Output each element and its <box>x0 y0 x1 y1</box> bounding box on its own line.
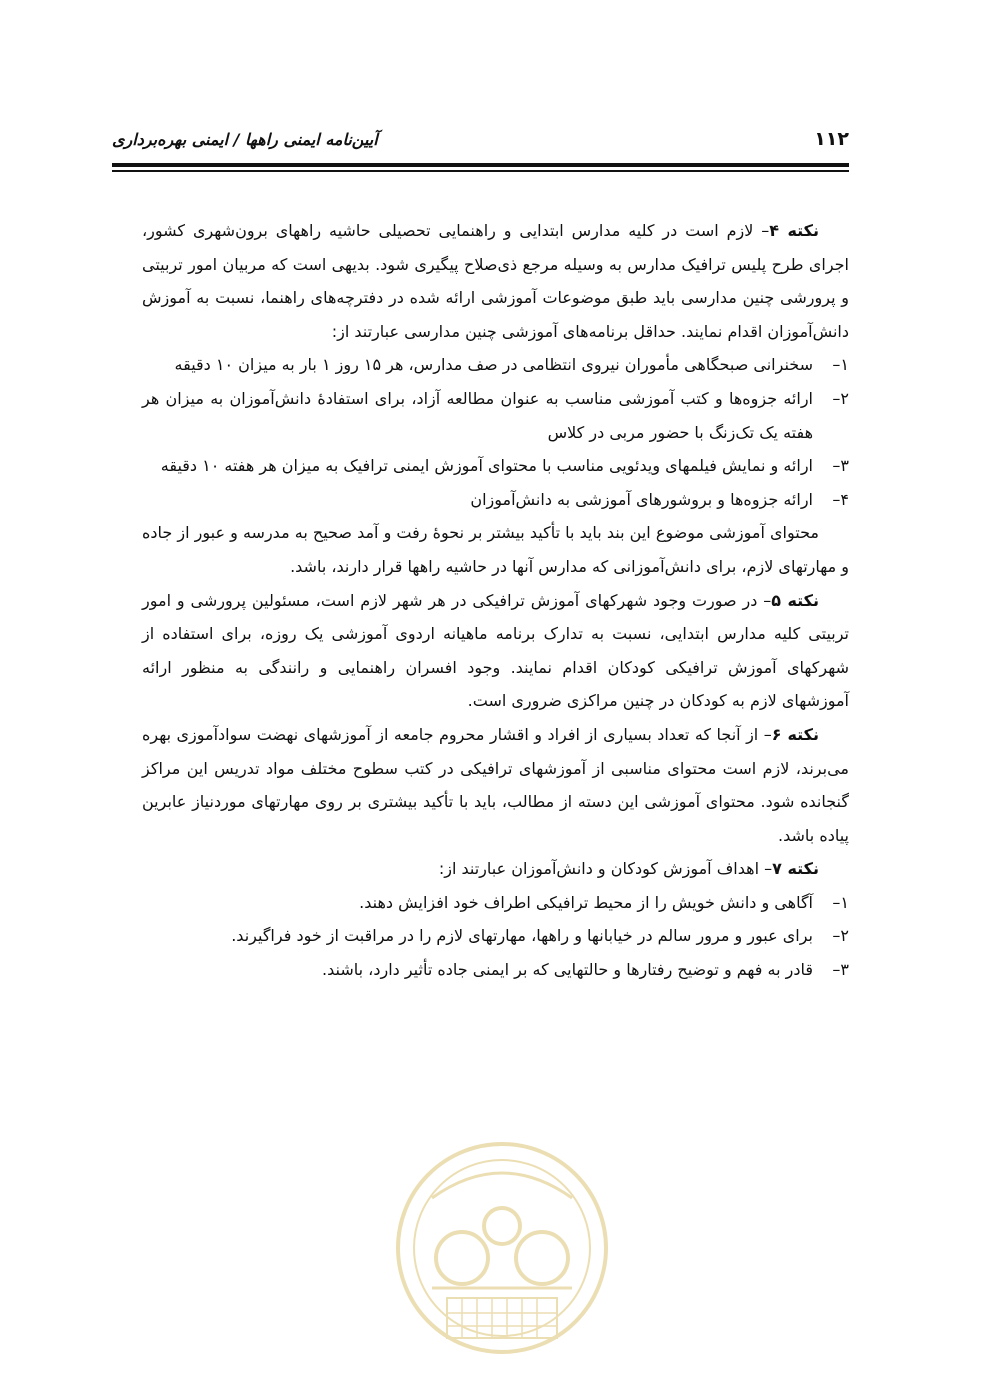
note-6-paragraph <box>142 718 849 852</box>
note-4-closing-paragraph: محتوای آموزشی موضوع این بند باید با تأکید بیشتر بر نحوهٔ رفت و آمد صحیح به مدرسه و عبور از جاده و مهارتهای لازم، برای دانش‌آموزانی که مدارس آنها در حاشیه راهها قرار دارند، باشد. <box>142 523 849 576</box>
page-header <box>112 128 849 154</box>
list-item <box>142 449 849 483</box>
note-7-text: – اهداف آموزش کودکان و دانش‌آموزان عبارتند از: <box>438 859 773 879</box>
note-4-label: نکته ۴ <box>769 221 819 240</box>
list-item-number: ۲– <box>832 388 849 408</box>
list-item <box>142 348 849 382</box>
note-5-label: نکته ۵ <box>771 590 819 610</box>
list-item <box>142 382 849 449</box>
note-7-paragraph <box>142 852 849 886</box>
note-4-list <box>142 348 849 516</box>
list-item-number: ۳– <box>832 456 849 476</box>
note-7-label: نکته ۷ <box>772 859 819 879</box>
note-6-label: نکته ۶ <box>771 724 819 744</box>
list-item-number: ۴– <box>832 489 849 509</box>
list-item-text: ارائه جزوه‌ها و کتب آموزشی مناسب به عنوان مطالعه آزاد، برای استفادهٔ دانش‌آموزان به میزان هر هفته یک تک‌زنگ با حضور مربی در کلاس <box>142 388 813 442</box>
publisher-seal-watermark-icon <box>392 1138 612 1358</box>
list-item-text: برای عبور و مرور سالم در خیابانها و راهها، مهارتهای لازم را در مراقبت از خود فراگیرند. <box>231 926 813 946</box>
list-item-number: ۱– <box>832 892 849 912</box>
note-7-list <box>142 886 849 987</box>
list-item-number: ۱– <box>832 355 849 375</box>
list-item <box>142 483 849 517</box>
note-4-text: – لازم است در کلیه مدارس ابتدایی و راهنمایی تحصیلی حاشیه راههای برون‌شهری کشور، اجرای طرح پلیس ترافیک مدارس به وسیله مرجع ذی‌صلاح پیگیری شود. بدیهی است که مربیان امور تربیتی و پرورشی چنین مدارسی باید طبق موضوعات آموزشی ارائه شده در دفترچه‌های راهنما، نسبت به آموزش دانش‌آموزان اقدام نمایند. حداقل برنامه‌های آموزشی چنین مدارسی عبارتند از: <box>142 221 849 341</box>
list-item-text: ارائه و نمایش فیلمهای ویدئویی مناسب با محتوای آموزش ایمنی ترافیک به میزان هر هفته ۱۰ دقیقه <box>160 456 813 476</box>
list-item-text: ارائه جزوه‌ها و بروشورهای آموزشی به دانش‌آموزان <box>470 489 813 509</box>
page-number: ۱۱۲ <box>814 128 849 150</box>
list-item-text: آگاهی و دانش خویش را از محیط ترافیکی اطراف خود افزایش دهند. <box>359 892 813 912</box>
list-item-text: سخنرانی صبحگاهی مأموران نیروی انتظامی در صف مدارس، هر ۱۵ روز ۱ بار به میزان ۱۰ دقیقه <box>174 355 813 375</box>
list-item <box>142 919 849 953</box>
note-6-text: – از آنجا که تعداد بسیاری از افراد و اقشار محروم جامعه از آموزشهای نهضت سوادآموزی بهره می‌برند، لازم است محتوای مناسبی از آموزشهای ترافیکی در کتب سطوح مختلف مواد تدریس این مراکز گنجانده شود. محتوای آموزشی این دسته از مطالب، باید با تأکید بیشتری بر روی مهارتهای موردنیاز عابرین پیاده باشد. <box>142 724 849 845</box>
list-item-number: ۲– <box>832 926 849 946</box>
running-title: آیین‌نامه ایمنی راهها / ایمنی بهره‌برداری <box>112 130 378 149</box>
header-rule-thick <box>112 163 849 167</box>
header-rule-thin <box>112 170 849 172</box>
list-item <box>142 886 849 920</box>
note-5-paragraph <box>142 584 849 718</box>
list-item-text: قادر به فهم و توضیح رفتارها و حالتهایی که بر ایمنی جاده تأثیر دارد، باشند. <box>322 960 813 980</box>
page-body <box>142 214 849 987</box>
list-item-number: ۳– <box>832 960 849 980</box>
note-5-text: – در صورت وجود شهرکهای آموزش ترافیکی در هر شهر لازم است، مسئولین پرورشی و امور تربیتی کلیه مدارس ابتدایی، نسبت به تدارک برنامه ماهیانه اردوی آموزشی یک روزه، برای استفاده از شهرکهای آموزش ترافیکی کودکان اقدام نمایند. وجود افسران راهنمایی و رانندگی به منظور ارائه آموزشهای لازم به کودکان در چنین مراکزی ضروری است. <box>142 590 849 711</box>
note-4-paragraph <box>142 214 849 348</box>
list-item <box>142 953 849 987</box>
